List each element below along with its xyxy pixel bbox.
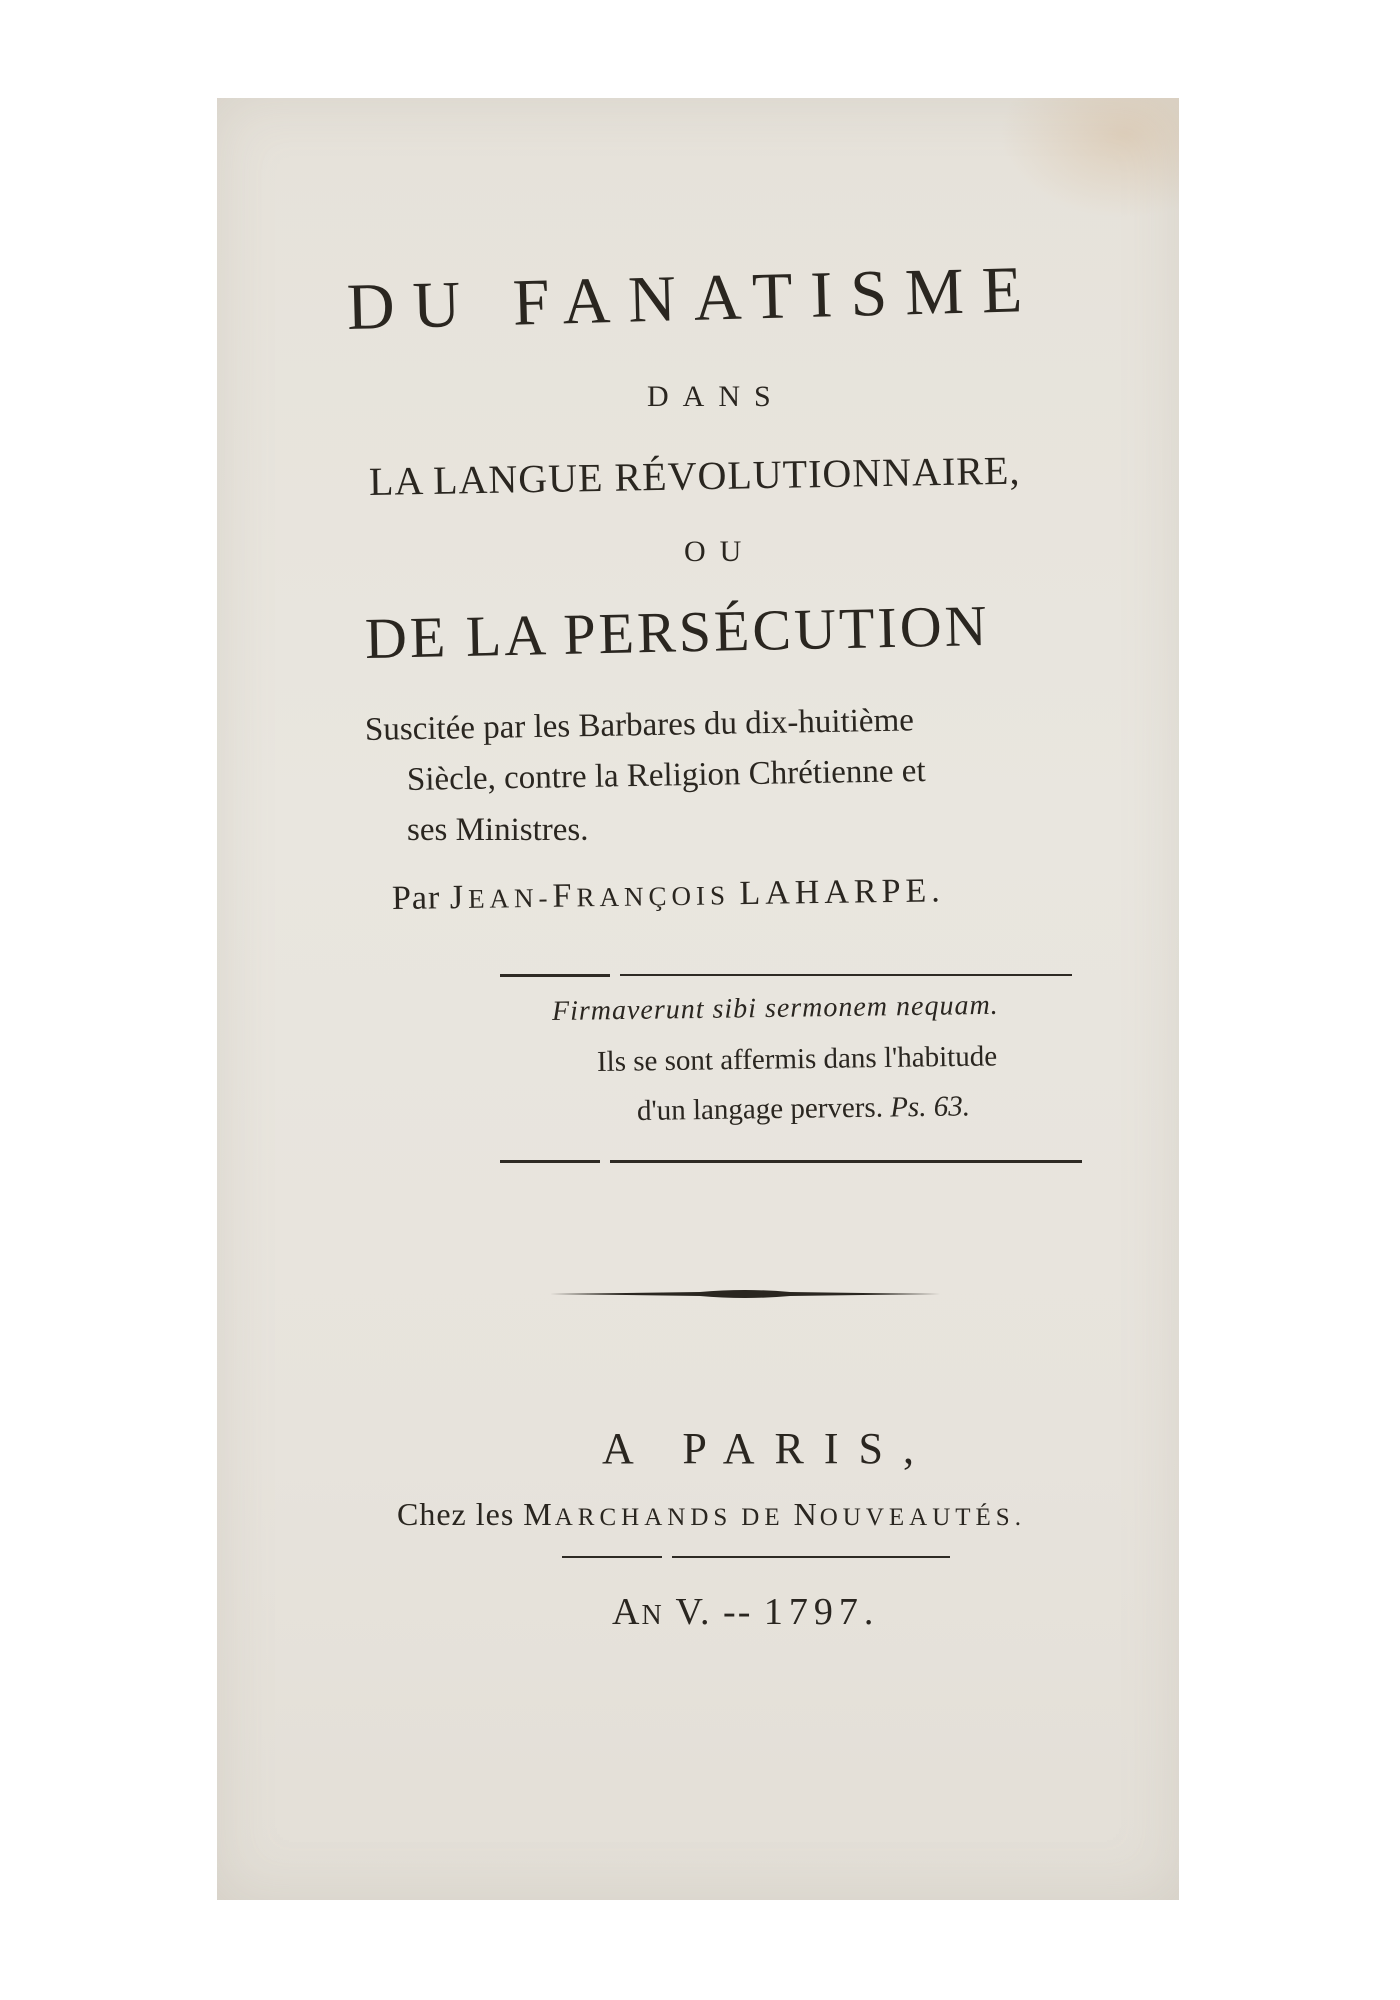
book-title: DU FANATISME <box>346 252 1042 344</box>
author-prefix: Par <box>391 879 441 917</box>
epigraph-latin: Firmaverunt sibi sermonem nequam. <box>551 989 999 1027</box>
imprint-m: M <box>523 1496 555 1532</box>
paper-stain <box>999 98 1179 218</box>
imprint-an-a: A <box>612 1591 642 1633</box>
author-surname: LAHARPE. <box>739 872 945 913</box>
epigraph-bottom-rule-long <box>610 1160 1082 1163</box>
imprint-rule-long <box>672 1556 950 1558</box>
epigraph-reference: Ps. 63. <box>889 1090 971 1124</box>
imprint-year: 1797. <box>763 1591 880 1633</box>
epigraph-french-text: d'un langage pervers. <box>636 1091 884 1127</box>
imprint-de: DE <box>741 1504 785 1531</box>
subtitle-line-2: Siècle, contre la Religion Chrétienne et <box>406 752 926 798</box>
title-langue: LA LANGUE RÉVOLUTIONNAIRE, <box>368 447 1021 504</box>
title-page <box>217 98 1179 1900</box>
epigraph-french-line-2 <box>637 1090 970 1128</box>
author-rancois: RANÇOIS <box>576 880 731 913</box>
epigraph-top-rule-long <box>620 974 1072 976</box>
epigraph-bottom-rule-short <box>500 1160 600 1163</box>
epigraph-top-rule-short <box>500 974 610 977</box>
fleuron-ornament <box>550 1287 940 1301</box>
epigraph-french-line-1: Ils se sont affermis dans l'habitude <box>596 1040 998 1078</box>
imprint-n: N <box>793 1496 820 1532</box>
imprint-date <box>612 1590 879 1634</box>
title-ou: OU <box>684 535 756 568</box>
author-initial-f: F <box>552 877 577 915</box>
imprint-publisher <box>397 1496 1026 1533</box>
imprint-an-rest: V. -- <box>675 1591 753 1633</box>
author-initial-j: J <box>449 878 469 917</box>
subtitle-line-3: ses Ministres. <box>407 812 589 848</box>
imprint-chez: Chez les <box>397 1496 515 1532</box>
imprint-an-n: N <box>641 1600 665 1631</box>
imprint-city: A PARIS, <box>602 1424 935 1473</box>
imprint-rule-short <box>562 1556 662 1558</box>
imprint-archands: ARCHANDS <box>554 1504 733 1531</box>
title-persecution: DE LA PERSÉCUTION <box>364 592 991 671</box>
author-ean: EAN- <box>467 882 553 914</box>
imprint-ouveautes: OUVEAUTÉS. <box>819 1504 1026 1531</box>
author-line <box>392 872 945 918</box>
title-dans: DANS <box>647 380 785 413</box>
subtitle-line-1: Suscitée par les Barbares du dix-huitième <box>364 702 915 748</box>
